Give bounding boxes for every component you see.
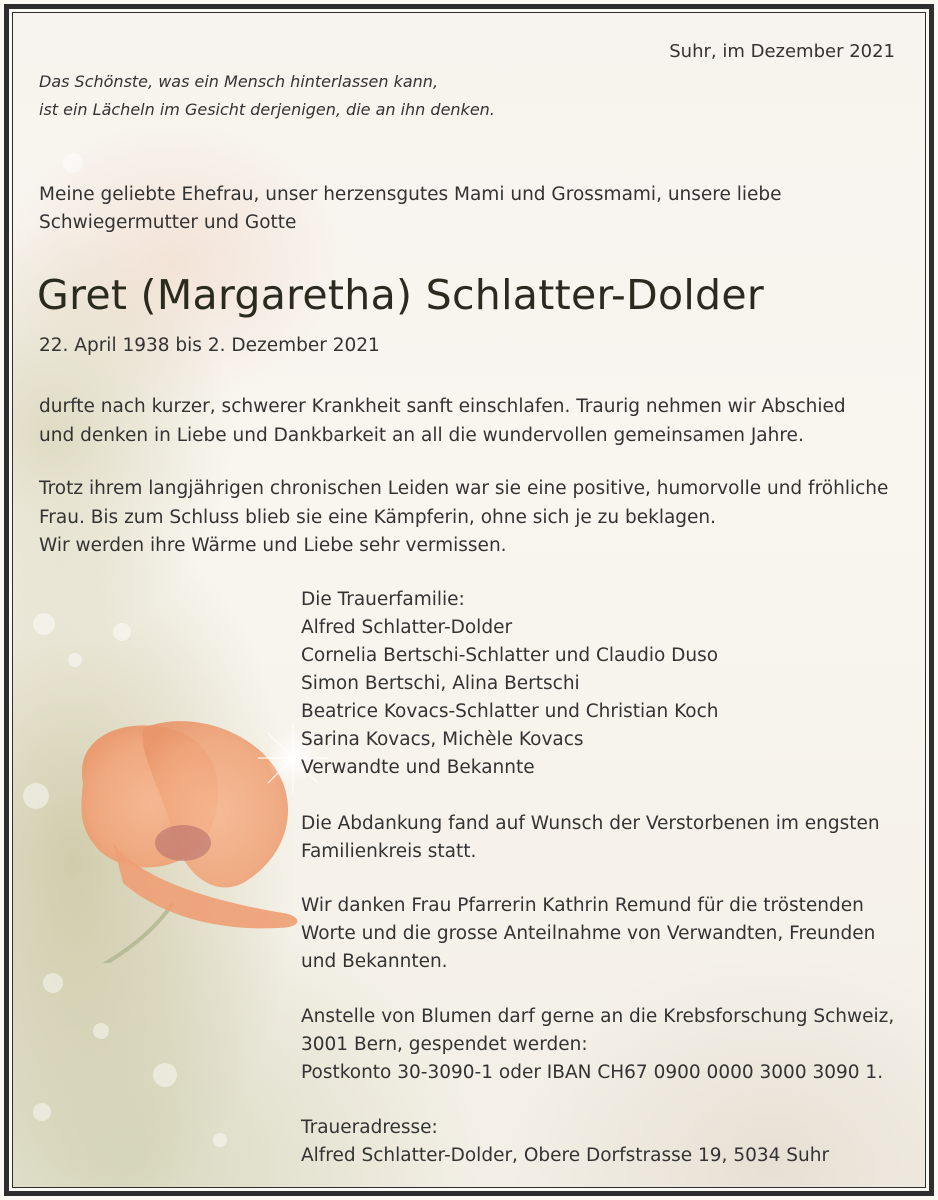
- family-member: Cornelia Bertschi-Schlatter und Claudio Duso: [301, 645, 719, 666]
- thanks-notice: [301, 892, 875, 976]
- life-dates: 22. April 1938 bis 2. Dezember 2021: [39, 335, 380, 356]
- paragraph-line: und denken in Liebe und Dankbarkeit an all die wundervollen gemeinsamen Jahre.: [39, 424, 804, 446]
- donation-line: 3001 Bern, gespendet werden:: [301, 1034, 588, 1055]
- address-value: Alfred Schlatter-Dolder, Obere Dorfstrasse 19, 5034 Suhr: [301, 1145, 830, 1166]
- place-and-date: Suhr, im Dezember 2021: [669, 41, 895, 62]
- thanks-line: Worte und die grosse Anteilnahme von Verwandten, Freunden: [301, 923, 876, 944]
- deceased-name: Gret (Margaretha) Schlatter-Dolder: [37, 271, 765, 319]
- family-member: Sarina Kovacs, Michèle Kovacs: [301, 729, 584, 750]
- address-label: Traueradresse:: [301, 1117, 438, 1138]
- thanks-line: und Bekannten.: [301, 951, 448, 972]
- donation-notice: [301, 1003, 894, 1087]
- funeral-line: Die Abdankung fand auf Wunsch der Verstorbenen im engsten: [301, 813, 880, 834]
- motto-line: ist ein Lächeln im Gesicht derjenigen, die an ihn denken.: [39, 100, 495, 119]
- donation-line: Postkonto 30-3090-1 oder IBAN CH67 0900 0000 3000 3090 1.: [301, 1062, 884, 1083]
- funeral-line: Familienkreis statt.: [301, 841, 477, 862]
- paragraph-line: Trotz ihrem langjährigen chronischen Leiden war sie eine positive, humorvolle und fröhliche: [39, 478, 889, 499]
- family-member: Verwandte und Bekannte: [301, 757, 535, 778]
- paragraph-line: Wir werden ihre Wärme und Liebe sehr vermissen.: [39, 535, 507, 556]
- motto-line: Das Schönste, was ein Mensch hinterlassen kann,: [39, 72, 439, 91]
- paragraph-line: Frau. Bis zum Schluss blieb sie eine Kämpferin, ohne sich je zu beklagen.: [39, 506, 717, 528]
- intro-text: [39, 181, 839, 237]
- funeral-notice: [301, 810, 880, 866]
- thanks-line: Wir danken Frau Pfarrerin Kathrin Remund für die tröstenden: [301, 895, 864, 916]
- intro-line: Meine geliebte Ehefrau, unser herzensgutes Mami und Grossmami, unsere liebe: [39, 184, 782, 205]
- family-list: [301, 586, 719, 782]
- paragraph-passing: [39, 393, 899, 450]
- paragraph-line: durfte nach kurzer, schwerer Krankheit sanft einschlafen. Traurig nehmen wir Abschied: [39, 396, 846, 417]
- motto-quote: [39, 68, 495, 124]
- family-member: Alfred Schlatter-Dolder: [301, 617, 513, 638]
- inner-frame-background: [12, 12, 926, 1188]
- obituary-content: [13, 13, 925, 1187]
- donation-line: Anstelle von Blumen darf gerne an die Krebsforschung Schweiz,: [301, 1006, 895, 1027]
- family-member: Beatrice Kovacs-Schlatter und Christian Koch: [301, 701, 719, 722]
- mourning-address: [301, 1114, 829, 1170]
- intro-line: Schwiegermutter und Gotte: [39, 212, 297, 233]
- family-heading: Die Trauerfamilie:: [301, 589, 465, 610]
- family-member: Simon Bertschi, Alina Bertschi: [301, 673, 580, 694]
- paragraph-character: [39, 475, 899, 561]
